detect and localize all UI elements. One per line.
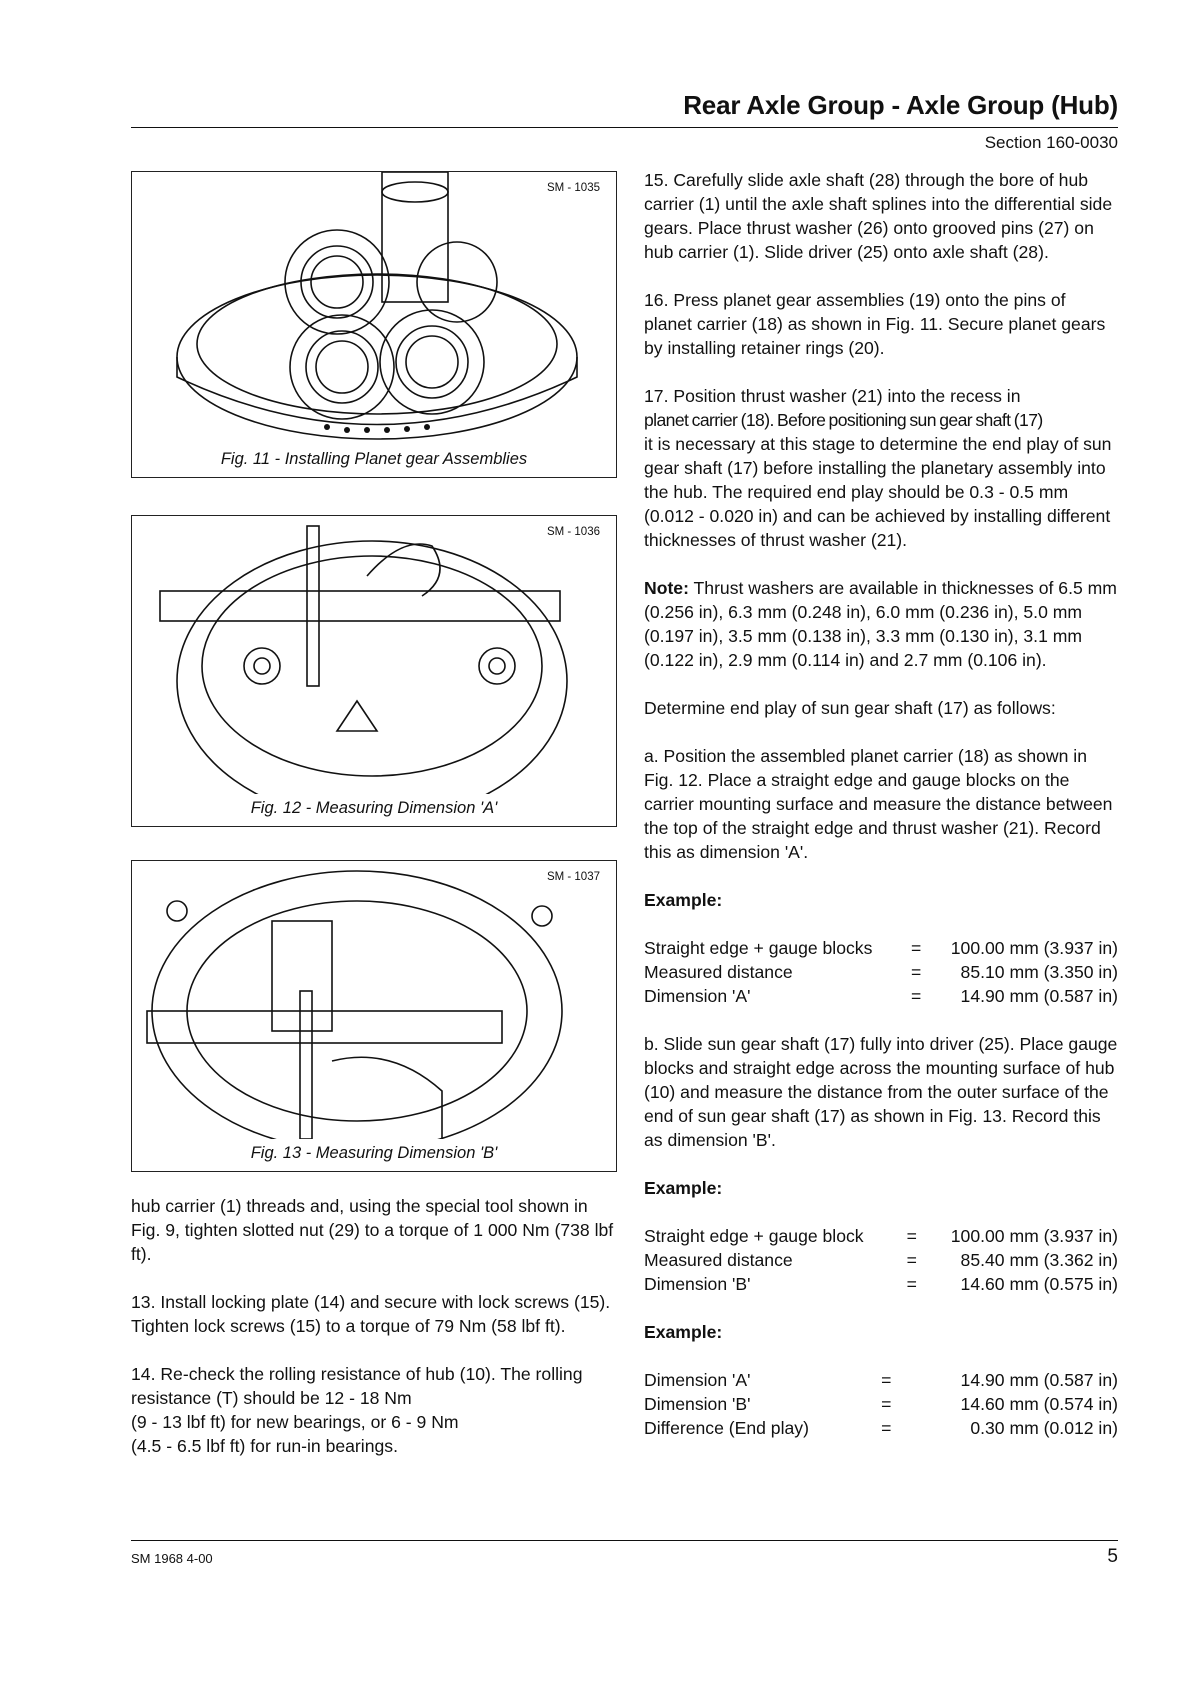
note: Note: Thrust washers are available in thicknesses of 6.5 mm (0.256 in), 6.3 mm (0.248 in), 6.0 mm (0.236 in), 5.0 mm (0.197 in), 3.5 mm (0.138 in), 3.3 mm (0.130 in), 3.1 mm (0.122 in), 2.9 mm (0.114 in) and 2.7 mm (0.106 in). xyxy=(644,578,1117,670)
planet-gear-illustration xyxy=(132,172,616,442)
figure-12 xyxy=(131,515,617,827)
example-title: Example: xyxy=(644,1178,723,1198)
footer-divider xyxy=(131,1540,1118,1541)
right-column-text xyxy=(644,168,1118,1464)
step-14: 14. Re-check the rolling resistance of hub (10). The rolling resistance (T) should be 12 - 18 Nm (9 - 13 lbf ft) for new bearings, or 6 - 9 Nm (4.5 - 6.5 lbf ft) for run-in bearings. xyxy=(131,1364,583,1456)
step-15: 15. Carefully slide axle shaft (28) through the bore of hub carrier (1) until the axle shaft splines into the differential side gears. Place thrust washer (26) onto grooved pins (27) on hub carrier (1). Slide driver (25) onto axle shaft (28). xyxy=(644,170,1113,262)
step-16: 16. Press planet gear assemblies (19) onto the pins of planet carrier (18) as shown in Fig. 11. Secure planet gears by installing retainer rings (20). xyxy=(644,290,1106,358)
example-table-1 xyxy=(644,936,1118,1008)
left-column-text xyxy=(131,1194,615,1482)
table-row: Difference (End play) = 0.30 mm (0.012 in) xyxy=(644,1418,1118,1438)
measuring-dimension-b-illustration xyxy=(132,861,616,1139)
table-row: Dimension 'A' = 14.90 mm (0.587 in) xyxy=(644,1370,1118,1390)
step-a: a. Position the assembled planet carrier (18) as shown in Fig. 12. Place a straight edge and gauge blocks on the carrier mounting surface and measure the distance between the top of the straight edge and thrust washer (21). Record this as dimension 'A'. xyxy=(644,746,1113,862)
figure-caption: Fig. 13 - Measuring Dimension 'B' xyxy=(250,1144,498,1162)
example-table-2 xyxy=(644,1224,1118,1296)
figure-caption: Fig. 11 - Installing Planet gear Assemblies xyxy=(220,450,528,468)
step-b: b. Slide sun gear shaft (17) fully into driver (25). Place gauge blocks and straight edge across the mounting surface of hub (10) and measure the distance from the outer surface of the end of sun gear shaft (17) as shown in Fig. 13. Record this as dimension 'B'. xyxy=(644,1034,1118,1150)
figure-code: SM - 1037 xyxy=(546,871,600,883)
example-title: Example: xyxy=(644,890,723,910)
page-title: Rear Axle Group - Axle Group (Hub) xyxy=(683,90,1118,120)
figure-caption: Fig. 12 - Measuring Dimension 'A' xyxy=(250,799,498,817)
table-row: Measured distance = 85.10 mm (3.350 in) xyxy=(644,962,1118,982)
table-row: Dimension 'B' = 14.60 mm (0.574 in) xyxy=(644,1394,1118,1414)
figure-11 xyxy=(131,171,617,478)
section-label: Section 160-0030 xyxy=(984,133,1118,152)
figure-code: SM - 1036 xyxy=(546,526,600,538)
step-17: 17. Position thrust washer (21) into the recess in planet carrier (18). Before positioning sun gear shaft (17) it is necessary at this stage to determine the end play of sun gear shaft (17) before installing the planetary assembly into the hub. The required end play should be 0.3 - 0.5 mm (0.012 - 0.020 in) and can be achieved by installing different thicknesses of thrust washer (21). xyxy=(644,386,1112,550)
page-number: 5 xyxy=(1107,1546,1118,1567)
header-divider xyxy=(131,127,1118,128)
measuring-dimension-a-illustration xyxy=(132,516,616,794)
step-13: 13. Install locking plate (14) and secure with lock screws (15). Tighten lock screws (15) to a torque of 79 Nm (58 lbf ft). xyxy=(131,1292,611,1336)
example-title: Example: xyxy=(644,1322,723,1342)
paragraph-continuation: hub carrier (1) threads and, using the special tool shown in Fig. 9, tighten slotted nut (29) to a torque of 1 000 Nm (738 lbf ft). xyxy=(131,1196,614,1264)
table-row: Dimension 'B' = 14.60 mm (0.575 in) xyxy=(644,1274,1118,1294)
determine-instruction: Determine end play of sun gear shaft (17) as follows: xyxy=(644,698,1056,718)
figure-code: SM - 1035 xyxy=(546,182,600,194)
table-row: Measured distance = 85.40 mm (3.362 in) xyxy=(644,1250,1118,1270)
table-row: Straight edge + gauge blocks = 100.00 mm (3.937 in) xyxy=(644,938,1118,958)
table-row: Dimension 'A' = 14.90 mm (0.587 in) xyxy=(644,986,1118,1006)
table-row: Straight edge + gauge block = 100.00 mm (3.937 in) xyxy=(644,1226,1118,1246)
figure-13 xyxy=(131,860,617,1172)
document-code: SM 1968 4-00 xyxy=(131,1551,213,1566)
example-table-3 xyxy=(644,1368,1118,1440)
